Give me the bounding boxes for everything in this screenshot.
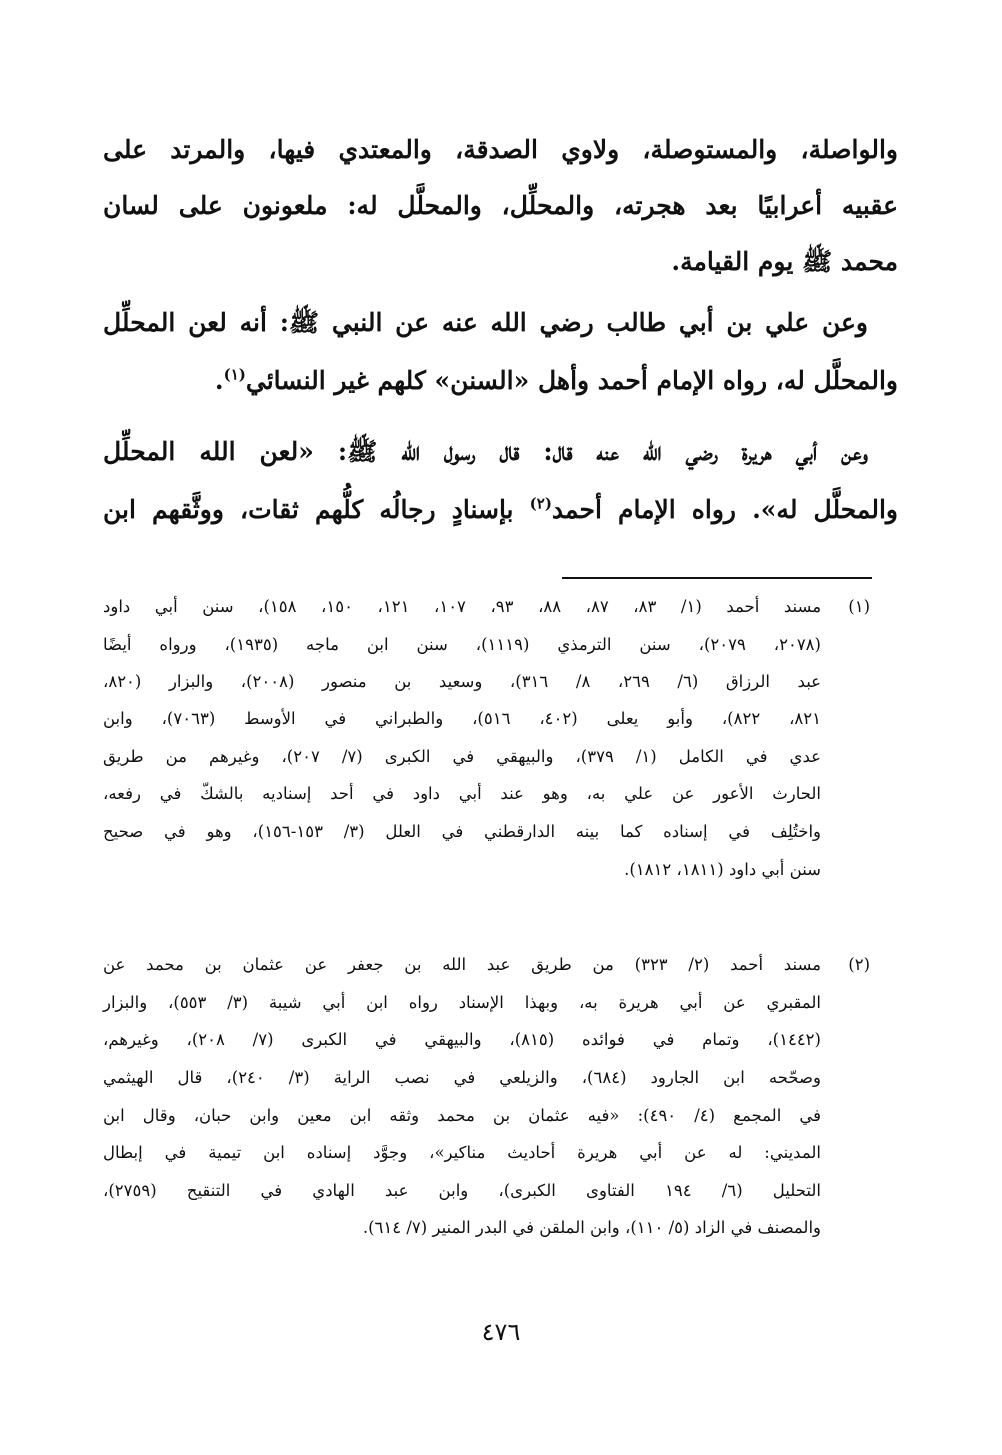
footnote-line: عبد الرزاق (٦/ ٢٦٩، ٨/ ٣١٦)، وسعيد بن منصور (٢٠٠٨)، والبزار (٨٢٠، <box>103 672 822 691</box>
main-text-line <box>103 490 898 530</box>
footnote-line: ٨٢١، ٨٢٢)، وأبو يعلى (٤٠٢، ٥١٦)، والطبراني في الأوسط (٧٠٦٣)، وابن <box>103 709 822 728</box>
text: . رواه الإمام أحمد <box>551 495 761 524</box>
footnote-number: (٢) <box>848 955 870 974</box>
footnote-line: المقبري عن أبي هريرة به، وبهذا الإسناد رواه ابن أبي شيبة (٣/ ٥٥٣)، والبزار <box>103 993 821 1012</box>
footnote-line: في المجمع (٤/ ٤٩٠): «فيه عثمان بن محمد وثقه ابن معين وابن حبان، وقال ابن <box>103 1106 821 1125</box>
footnote-line: واختُلِف في إسناده كما بينه الدارقطني في العلل (٣/ ١٥٣-١٥٦)، وهو في صحيح <box>103 822 821 841</box>
footnote-separator <box>562 577 872 579</box>
page-number: ٤٧٦ <box>481 1318 521 1346</box>
footnote-line: التحليل (٦/ ١٩٤ الفتاوى الكبرى)، وابن عبد الهادي في التنقيح (٢٧٥٩)، <box>103 1181 821 1200</box>
main-text-line <box>103 361 898 401</box>
footnote-number: (١) <box>848 597 870 616</box>
text: بإسنادٍ رجالُه كلُّهم ثقات، ووثَّقهم ابن <box>103 495 514 524</box>
footnote-line: مسند أحمد (٢/ ٣٢٣) من طريق عبد الله بن جعفر عن عثمان بن محمد عن <box>103 955 822 974</box>
footnote-line: والمصنف في الزاد (٥/ ١١٠)، وابن الملقن في البدر المنير (٧/ ٦١٤). <box>362 1218 821 1237</box>
main-text-line: وعن علي بن أبي طالب رضي الله عنه عن النبي ﷺ: أنه لعن المحلِّل <box>103 308 868 337</box>
text: . <box>214 366 224 395</box>
footnote-line: (١٤٤٢)، وتمام في فوائده (٨١٥)، والبيهقي في الكبرى (٧/ ٢٠٨)، وغيرهم، <box>103 1030 821 1049</box>
main-text-line: عقبيه أعرابيًا بعد هجرته، والمحلِّل، والمحلَّل له: ملعونون على لسان <box>103 191 898 220</box>
footnote-line: عدي في الكامل (١/ ٣٧٩)، والبيهقي في الكبرى (٧/ ٢٠٧)، وغيرهم من طريق <box>103 747 821 766</box>
footnote-line: سنن أبي داود (١٨١١، ١٨١٢). <box>624 860 821 879</box>
footnote-ref[interactable]: (١) <box>223 365 246 384</box>
main-text-line <box>103 432 868 472</box>
hadith-quote: «لعن الله المحلِّل <box>103 437 314 466</box>
footnote-line: الحارث الأعور عن علي به، وهو عند أبي داود في أحد إسناديه بالشكّ في رفعه، <box>103 784 821 803</box>
footnote-line: وصحّحه ابن الجارود (٦٨٤)، والزيلعي في نصب الراية (٣/ ٢٤٠)، قال الهيثمي <box>103 1068 822 1087</box>
text: والمحلَّل له، رواه الإمام أحمد وأهل «السنن» كلهم غير النسائي <box>245 366 898 395</box>
footnote-ref[interactable]: (٢) <box>529 494 552 513</box>
footnote-line: المديني: له عن أبي هريرة أحاديث مناكير»، وجوَّد إسناده ابن تيمية في إبطال <box>103 1143 821 1162</box>
main-text-line: محمد ﷺ يوم القيامة. <box>671 247 898 276</box>
main-text-line: والواصلة، والمستوصلة، ولاوي الصدقة، والمعتدي فيها، والمرتد على <box>103 135 898 164</box>
footnote-line: مسند أحمد (١/ ٨٣، ٨٧، ٨٨، ٩٣، ١٠٧، ١٢١، ١٥٠، ١٥٨)، سنن أبي داود <box>103 597 822 616</box>
text: وعن أبي هريرة رضي الله عنه قال: قال رسول الله ﷺ: <box>337 437 868 466</box>
hadith-quote: والمحلَّل له» <box>760 495 898 524</box>
footnote-line: (٢٠٧٨، ٢٠٧٩)، سنن الترمذي (١١١٩)، سنن ابن ماجه (١٩٣٥)، ورواه أيضًا <box>103 635 821 654</box>
